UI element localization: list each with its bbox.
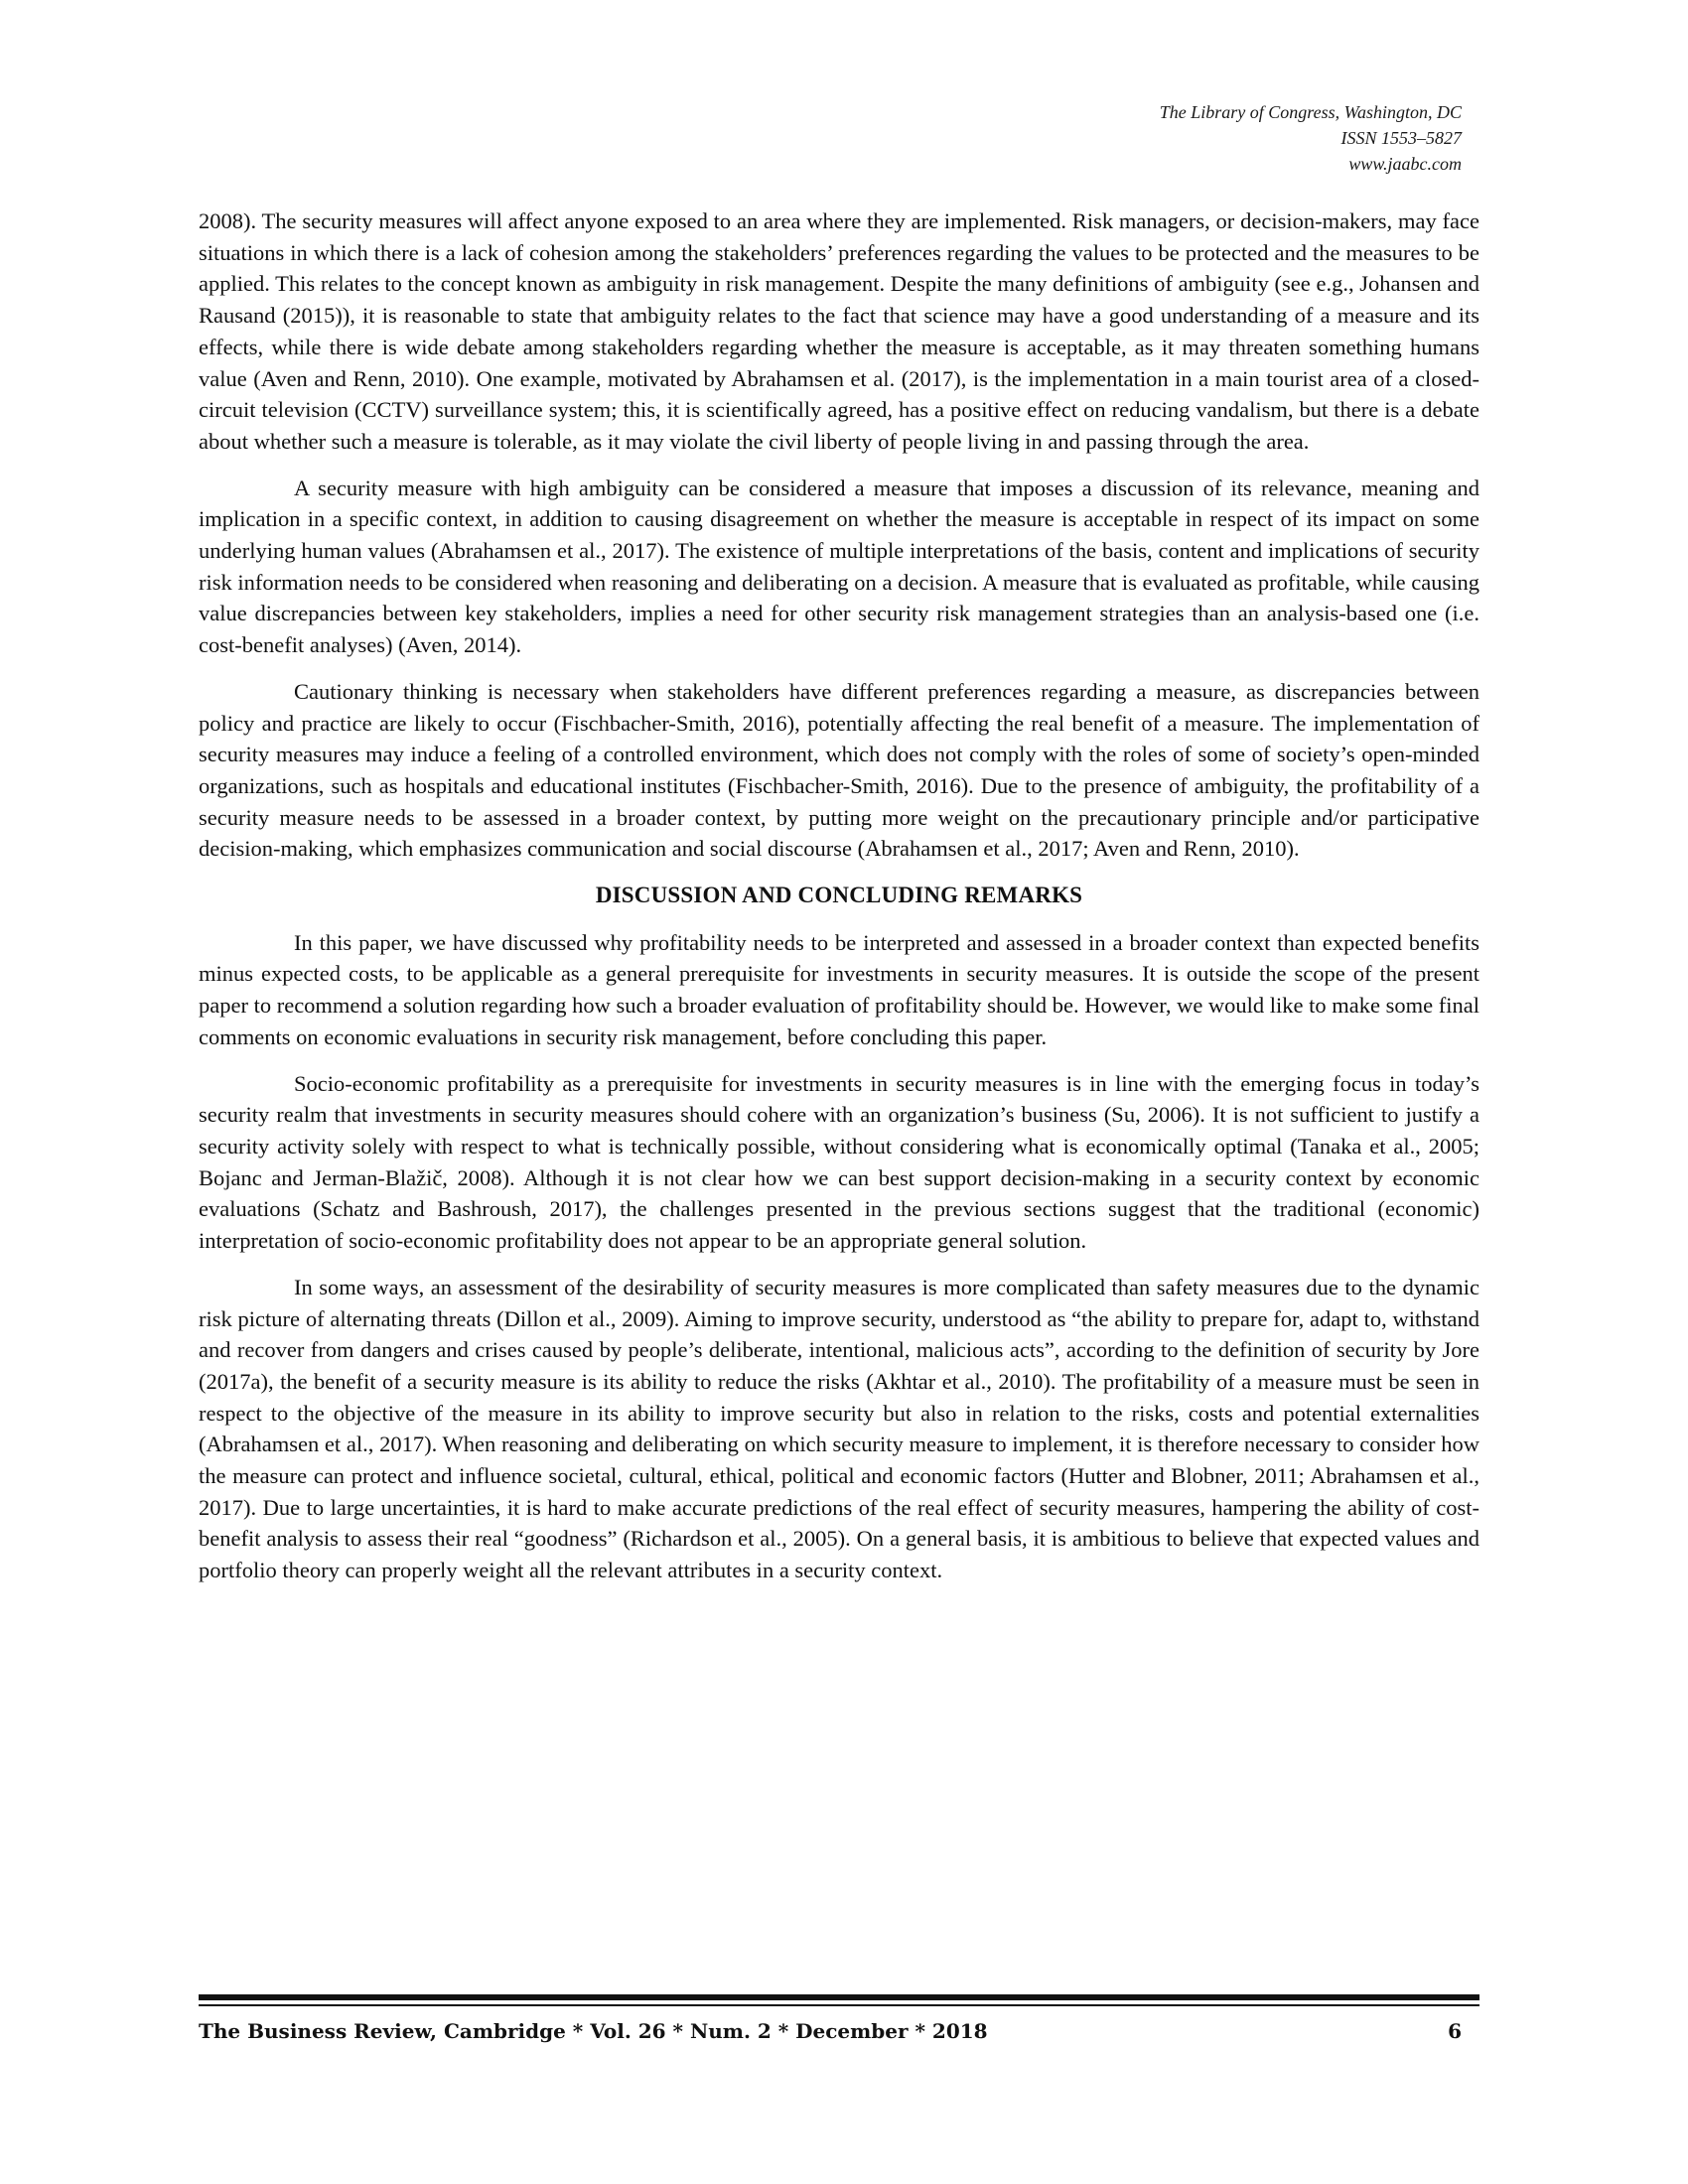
paragraph-4: In this paper, we have discussed why profitability needs to be interpreted and assessed in a broader context than expected benefits minus expected costs, to be applicable as a general prerequisite for investments in security measures. It is outside the scope of the present paper to recommend a solution regarding how such a broader evaluation of profitability should be. However, we would like to make some final comments on economic evaluations in security risk management, before concluding this paper.	[199, 929, 1479, 1049]
journal-footer	[199, 2019, 1479, 2043]
header-website-link[interactable]: www.jaabc.com	[1348, 154, 1462, 174]
section-heading: DISCUSSION AND CONCLUDING REMARKS	[595, 883, 1083, 908]
header-issn-line: ISSN 1553–5827	[1340, 128, 1462, 148]
journal-header	[866, 99, 1462, 177]
paragraph-1: 2008). The security measures will affect anyone exposed to an area where they are implemented. Risk managers, or decision-makers, may face situations in which there is a lack of cohesion among the stakeholders’ preferences regarding the values to be protected and the measures to be applied. This relates to the concept known as ambiguity in risk management. Despite the many definitions of ambiguity (see e.g., Johansen and Rausand (2015)), it is reasonable to state that ambiguity relates to the fact that science may have a good understanding of a measure and its effects, while there is wide debate among stakeholders regarding whether the measure is acceptable, as it may threaten something humans value (Aven and Renn, 2010). One example, motivated by Abrahamsen et al. (2017), is the implementation in a main tourist area of a closed-circuit television (CCTV) surveillance system; this, it is scientifically agreed, has a positive effect on reducing vandalism, but there is a debate about whether such a measure is tolerable, as it may violate the civil liberty of people living in and passing through the area.	[199, 208, 1479, 454]
paragraph-5: Socio-economic profitability as a prerequisite for investments in security measures is in line with the emerging focus in today’s security realm that investments in security measures should cohere with an organization’s business (Su, 2006). It is not sufficient to justify a security activity solely with respect to what is technically possible, without considering what is economically optimal (Tanaka et al., 2005; Bojanc and Jerman-Blažič, 2008). Although it is not clear how we can best support decision-making in a security context by economic evaluations (Schatz and Bashroush, 2017), the challenges presented in the previous sections suggest that the traditional (economic) interpretation of socio-economic profitability does not appear to be an appropriate general solution.	[199, 1070, 1479, 1254]
paragraph-6: In some ways, an assessment of the desirability of security measures is more complicated than safety measures due to the dynamic risk picture of alternating threats (Dillon et al., 2009). Aiming to improve security, understood as “the ability to prepare for, adapt to, withstand and recover from dangers and crises caused by people’s deliberate, intentional, malicious acts”, according to the definition of security by Jore (2017a), the benefit of a security measure is its ability to reduce the risks (Akhtar et al., 2010). The profitability of a measure must be seen in respect to the objective of the measure in its ability to improve security but also in relation to the risks, costs and potential externalities (Abrahamsen et al., 2017). When reasoning and deliberating on which security measure to implement, it is therefore necessary to consider how the measure can protect and influence societal, cultural, ethical, political and economic factors (Hutter and Blobner, 2011; Abrahamsen et al., 2017). Due to large uncertainties, it is hard to make accurate predictions of the real effect of security measures, hampering the ability of cost-benefit analysis to assess their real “goodness” (Richardson et al., 2005). On a general basis, it is ambitious to believe that expected values and portfolio theory can properly weight all the relevant attributes in a security context.	[199, 1274, 1479, 1583]
footer-journal-citation: The Business Review, Cambridge * Vol. 26 * Num. 2 * December * 2018	[199, 2019, 988, 2043]
footer-rule-thin	[199, 2004, 1479, 2006]
header-library-line: The Library of Congress, Washington, DC	[1159, 102, 1462, 122]
paragraph-2: A security measure with high ambiguity can be considered a measure that imposes a discussion of its relevance, meaning and implication in a specific context, in addition to causing disagreement on whether the measure is acceptable in respect of its impact on some underlying human values (Abrahamsen et al., 2017). The existence of multiple interpretations of the basis, content and implications of security risk information needs to be considered when reasoning and deliberating on a decision. A measure that is evaluated as profitable, while causing value discrepancies between key stakeholders, implies a need for other security risk management strategies than an analysis-based one (i.e. cost-benefit analyses) (Aven, 2014).	[199, 475, 1479, 658]
article-body	[199, 205, 1479, 1601]
paragraph-3: Cautionary thinking is necessary when stakeholders have different preferences regarding a measure, as discrepancies between policy and practice are likely to occur (Fischbacher-Smith, 2016), potentially affecting the real benefit of a measure. The implementation of security measures may induce a feeling of a controlled environment, which does not comply with the roles of some of society’s open-minded organizations, such as hospitals and educational institutes (Fischbacher-Smith, 2016). Due to the presence of ambiguity, the profitability of a security measure needs to be assessed in a broader context, by putting more weight on the precautionary principle and/or participative decision-making, which emphasizes communication and social discourse (Abrahamsen et al., 2017; Aven and Renn, 2010).	[199, 678, 1479, 862]
footer-rule-thick	[199, 1994, 1479, 2000]
page-number: 6	[1448, 2019, 1462, 2043]
